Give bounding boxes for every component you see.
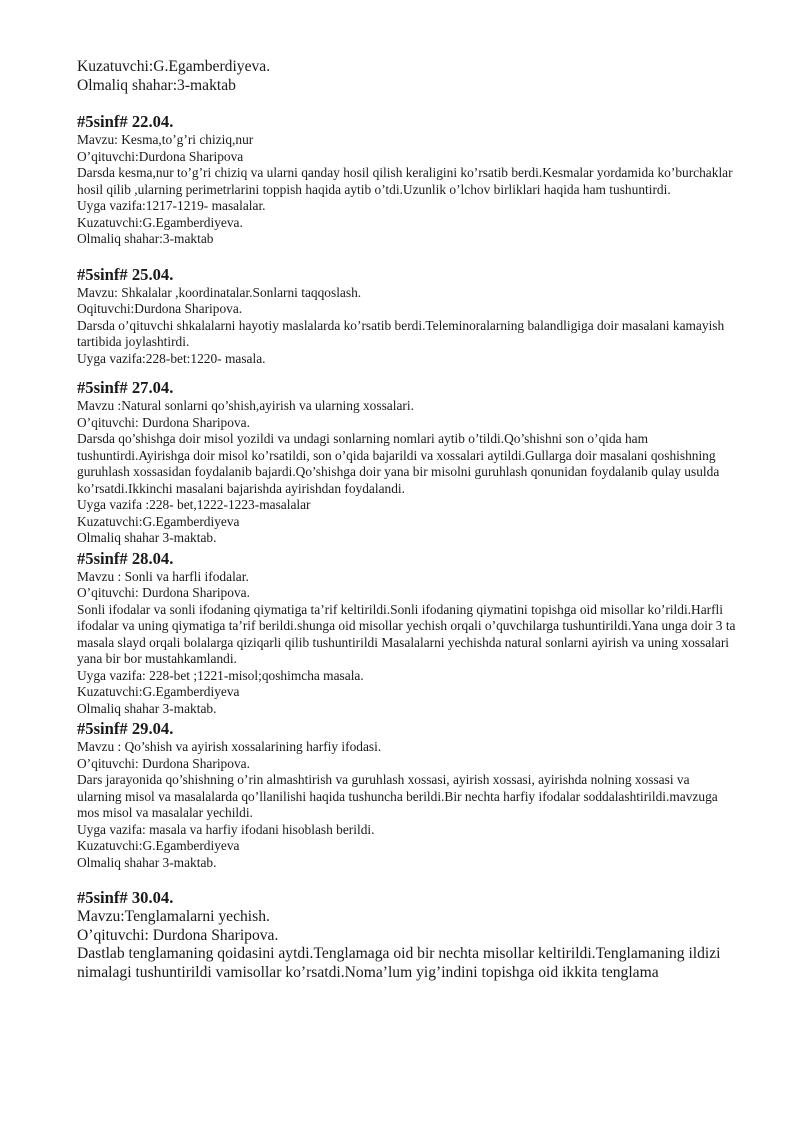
entry-body: Sonli ifodalar va sonli ifodaning qiymatiga ta’rif keltirildi.Sonli ifodaning qiymatini topishga oid misollar ko’rildi.Harfli ifodalar va uning qiymatiga ta’rif berildi.shunga oid misollar yechish orqali o’quvchilarga tushuntirildi.Yana unga doir 3 ta masala slayd orqali bolalarga qiziqarli qilib tushuntirildi Masalalarni yechishda natural sonlarni ayirish va uning xossalari yana bir bor mustahkamlandi.	[77, 601, 736, 666]
entry-body: Darsda o’qituvchi shkalalarni hayotiy maslalarda ko’rsatib berdi.Teleminoralarning balandligiga doir masalani kamayish tartibida joylashtirdi.	[77, 317, 725, 349]
entry-topic: Mavzu : Qo’shish va ayirish xossalarining harfiy ifodasi.	[77, 739, 382, 754]
entry-school: Olmaliq shahar 3-maktab.	[77, 854, 217, 870]
spacer	[77, 367, 737, 378]
entry-observer: Kuzatuvchi:G.Egamberdiyeva	[77, 513, 240, 529]
entry-body: Dastlab tenglamaning qoidasini aytdi.Tenglamaga oid bir nechta misollar keltirildi.Tenglamaning ildizi nimalagi tushuntirildi vamisollar ko’rsatdi.Noma’lum yig’indini topishga oid ikkita tenglama	[77, 945, 721, 981]
entry-topic: Mavzu:Tenglamalarni yechish.	[77, 908, 270, 925]
entry-observer: Kuzatuvchi:G.Egamberdiyeva.	[77, 214, 243, 230]
entry-28-04	[77, 549, 737, 718]
entry-heading: #5sinf# 22.04.	[77, 112, 174, 131]
entry-topic: Mavzu : Sonli va harfli ifodalar.	[77, 568, 249, 584]
entry-teacher: O’qituvchi: Durdona Sharipova.	[77, 926, 279, 944]
spacer	[77, 95, 737, 112]
intro-school: Olmaliq shahar:3-maktab	[77, 76, 236, 94]
entry-homework: Uyga vazifa:228-bet:1220- masala.	[77, 350, 266, 366]
spacer	[77, 871, 737, 888]
entry-heading: #5sinf# 28.04.	[77, 548, 174, 568]
entry-homework: Uyga vazifa:1217-1219- masalalar.	[77, 198, 266, 213]
entry-body: Darsda kesma,nur to’g’ri chiziq va ularni qanday hosil qilish keraligini ko’rsatib berdi.Kesmalar yordamida ko’burchaklar hosil qilib ,ularning perimetrlarini toppish haqida aytib o’tdi.Uzunlik o’lchov birliklari haqida ham tushuntirdi.	[77, 165, 733, 197]
document-page	[77, 58, 737, 982]
entry-heading: #5sinf# 30.04.	[77, 888, 174, 907]
intro-observer: Kuzatuvchi:G.Egamberdiyeva.	[77, 58, 271, 75]
entry-teacher: Oqituvchi:Durdona Sharipova.	[77, 301, 243, 316]
entry-school: Olmaliq shahar 3-maktab.	[77, 700, 217, 716]
entry-teacher: O’qituvchi:Durdona Sharipova	[77, 148, 244, 164]
entry-school: Olmaliq shahar:3-maktab	[77, 231, 214, 246]
entry-heading: #5sinf# 29.04.	[77, 719, 174, 738]
spacer	[77, 248, 737, 265]
entry-observer: Kuzatuvchi:G.Egamberdiyeva	[77, 684, 240, 699]
entry-heading: #5sinf# 27.04.	[77, 378, 174, 397]
entry-topic: Mavzu :Natural sonlarni qo’shish,ayirish va ularning xossalari.	[77, 398, 414, 413]
entry-school: Olmaliq shahar 3-maktab.	[77, 530, 217, 545]
entry-observer: Kuzatuvchi:G.Egamberdiyeva	[77, 838, 240, 853]
entry-teacher: O’qituvchi: Durdona Sharipova.	[77, 585, 250, 600]
entry-heading: #5sinf# 25.04.	[77, 264, 174, 284]
entry-body: Darsda qo’shishga doir misol yozildi va undagi sonlarning nomlari aytib o’tildi.Qo’shishni son o’qida ham tushuntirdi.Ayirishga doir misol ko’rsatildi, son o’qida bajarildi va xossalari aytildi.Gullarga doir masalani qoshishning guruhlash xossasidan foydalanib bajardi.Qo’shishga doir yana bir misolni guruhlash qonunidan foydalanib qulay usulda ko’rsatdi.Ikkinchi masalani bajarishda ayirishdan foydalandi.	[77, 431, 720, 496]
entry-29-04	[77, 719, 737, 871]
entry-topic: Mavzu: Shkalalar ,koordinatalar.Sonlarni taqqoslash.	[77, 284, 362, 300]
entry-homework: Uyga vazifa: 228-bet ;1221-misol;qoshimcha masala.	[77, 667, 364, 683]
entry-body: Dars jarayonida qo’shishning o’rin almashtirish va guruhlash xossasi, ayirish xossasi, ayirishda nolning xossasi va ularning misol va masalalarda qo’llanilishi haqida tushuncha berildi.Bir nechta harfiy ifodalar soddalashtirildi.mavzuga mos misol va masalalar yechildi.	[77, 772, 718, 820]
entry-27-04	[77, 378, 737, 547]
entry-teacher: O’qituvchi: Durdona Sharipova.	[77, 755, 250, 771]
entry-topic: Mavzu: Kesma,to’g’ri chiziq,nur	[77, 132, 254, 147]
entry-homework: Uyga vazifa :228- bet,1222-1223-masalalar	[77, 497, 311, 512]
entry-22-04	[77, 112, 737, 248]
entry-teacher: O’qituvchi: Durdona Sharipova.	[77, 414, 250, 430]
entry-30-04	[77, 888, 737, 982]
entry-25-04	[77, 265, 737, 368]
entry-homework: Uyga vazifa: masala va harfiy ifodani hisoblash berildi.	[77, 821, 375, 837]
